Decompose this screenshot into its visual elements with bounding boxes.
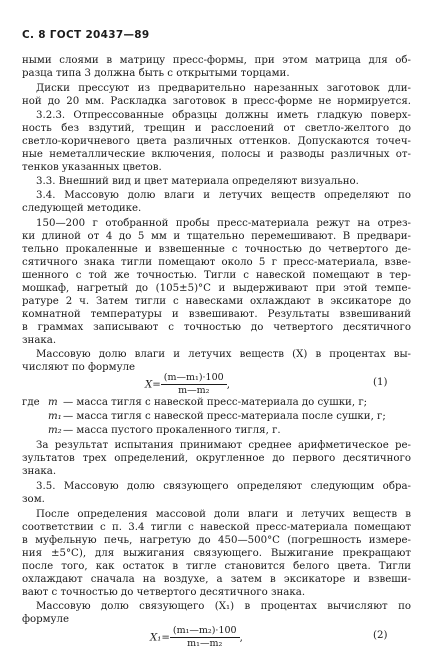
formula-2-fraction — [170, 625, 240, 650]
formula-2-lhs: X₁= — [150, 632, 170, 644]
text-line: ной до 20 мм. Раскладка заготовок в пресс-форме не нормируется. — [22, 96, 411, 107]
formula-1-numerator: (m—m₁)·100 — [161, 372, 227, 385]
where-symbol-m2: m₂ — [48, 425, 62, 436]
formula-2-numerator: (m₁—m₂)·100 — [170, 625, 240, 638]
text-line: ки длиной от 4 до 5 мм и тщательно перемешивают. В предвари- — [22, 231, 411, 242]
text-line: шенного с той же точностью. Тигли с навеской помещают в тер- — [22, 270, 411, 281]
text-line: 3.2.3. Отпрессованные образцы должны иметь гладкую поверх- — [36, 110, 411, 121]
text-line: 3.5. Массовую долю связующего определяют следующим обра- — [36, 481, 411, 492]
text-line: следующей методике. — [22, 203, 142, 214]
text-line: ратуре 2 ч. Затем тигли с навесками охлаждают в эксикаторе до — [22, 296, 411, 307]
formula-2-number: (2) — [373, 630, 388, 641]
text-line: ными слоями в матрицу пресс-формы, при этом матрица для об- — [22, 55, 411, 66]
text-line: ные неметаллические включения, полосы и разводы различных от- — [22, 149, 411, 160]
text-line: ность без вздутий, трещин и расслоений от светло-желтого до — [22, 123, 411, 134]
text-line: комнатной температуры и взвешивают. Результаты взвешиваний — [22, 309, 411, 320]
text-line: 3.3. Внешний вид и цвет материала определяют визуально. — [36, 176, 359, 187]
text-line: в граммах записывают с точностью до четвертого десятичного — [22, 322, 411, 333]
text-line: после того, как остаток в тигле становится белого цвета. Тигли — [22, 561, 411, 572]
text-line: сятичного знака тигли помещают около 5 г пресс-материала, взве- — [22, 257, 411, 268]
text-line: Диски прессуют из предварительно нарезанных заготовок дли- — [36, 83, 411, 94]
where-symbol-m1: m₁ — [48, 411, 62, 422]
text-line: За результат испытания принимают среднее арифметическое ре- — [36, 440, 411, 451]
text-line: мошкаф, нагретый до (105±5)°С и выдерживают при этой темпе- — [22, 283, 411, 294]
text-line: числяют по формуле — [22, 362, 136, 373]
formula-1-denominator: m—m₂ — [178, 385, 210, 396]
text-line: вают с точностью до четвертого десятичного знака. — [22, 587, 306, 598]
text-line: соответствии с п. 3.4 тигли с навеской пресс-материала помещают — [22, 522, 411, 533]
where-desc-m2: — масса пустого прокаленного тигля, г. — [63, 425, 281, 436]
text-line: знака. — [22, 335, 57, 346]
formula-1-tail: , — [226, 379, 230, 391]
text-line: ния ±5°С), для выжигания связующего. Выжигание прекращают — [22, 548, 411, 559]
formula-2-tail: , — [239, 632, 243, 644]
where-symbol-m: m — [48, 397, 58, 408]
where-desc-m1: — масса тигля с навеской пресс-материала после сушки, г; — [63, 411, 386, 422]
formula-2-denominator: m₁—m₂ — [187, 638, 223, 649]
text-line: светло-коричневого цвета различных оттенков. Допускаются точеч- — [22, 136, 411, 147]
text-line: тенков указанных цветов. — [22, 162, 162, 173]
text-line: охлаждают сначала на воздухе, а затем в эксикаторе и взвеши- — [22, 574, 411, 585]
where-prefix: где — [22, 397, 40, 408]
formula-2 — [150, 625, 243, 650]
formula-1-number: (1) — [373, 377, 388, 388]
text-line: тельно прокаленные и взвешенные с точностью до четвертого де- — [22, 244, 411, 255]
text-line: После определения массовой доли влаги и летучих веществ в — [36, 509, 411, 520]
page-header: С. 8 ГОСТ 20437—89 — [22, 29, 150, 41]
text-line: формуле — [22, 614, 70, 625]
text-line: Массовую долю влаги и летучих веществ (X) в процентах вы- — [36, 349, 411, 360]
text-line: 150—200 г отобранной пробы пресс-материала режут на отрез- — [36, 218, 411, 229]
formula-1-fraction — [161, 372, 227, 397]
where-desc-m: — масса тигля с навеской пресс-материала до сушки, г; — [63, 397, 368, 408]
formula-1 — [145, 372, 230, 397]
text-line: Массовую долю связующего (X₁) в процентах вычисляют по — [36, 601, 411, 612]
text-line: в муфельную печь, нагретую до 450—500°С (погрешность измере- — [22, 535, 411, 546]
text-line: зом. — [22, 494, 45, 505]
text-line: зультатов трех определений, округленное до первого десятичного — [22, 453, 411, 464]
text-line: знака. — [22, 466, 57, 477]
text-line: разца типа 3 должна быть с открытыми торцами. — [22, 68, 290, 79]
text-line: 3.4. Массовую долю влаги и летучих веществ определяют по — [36, 190, 411, 201]
formula-1-lhs: X= — [145, 379, 161, 391]
